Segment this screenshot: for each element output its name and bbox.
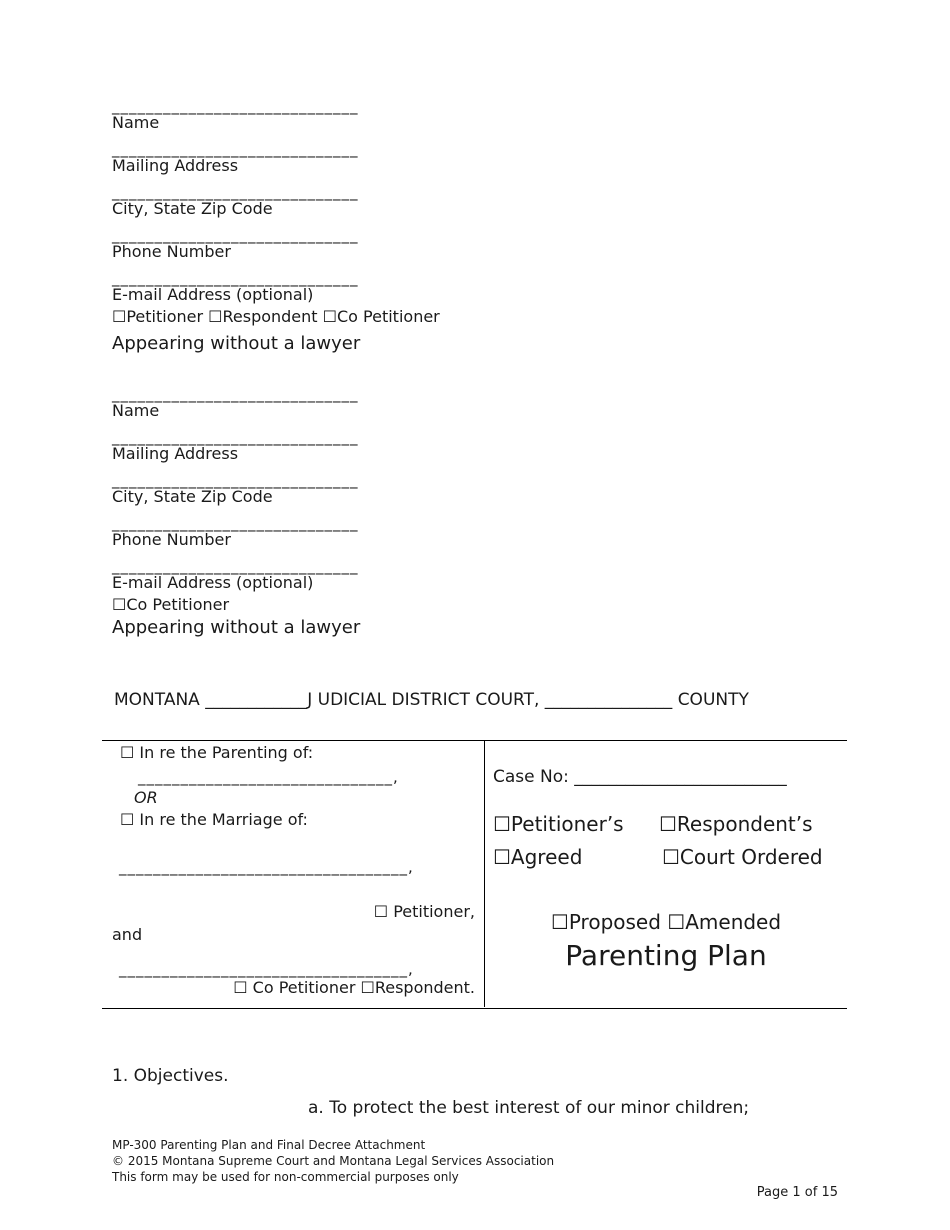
party1-appearing-text: Appearing without a lawyer	[112, 333, 361, 354]
party2-name-label: Name	[112, 401, 160, 420]
party1-name-label: Name	[112, 113, 160, 132]
party1-mailing-blank[interactable]: _____________________________	[112, 140, 359, 158]
and-text: and	[112, 925, 143, 944]
party2-role-checkboxes[interactable]: ☐Co Petitioner	[112, 595, 230, 614]
party2-city-label: City, State Zip Code	[112, 487, 273, 506]
petitioners-checkbox[interactable]: ☐Petitioner’s	[493, 812, 624, 836]
party1-mailing-label: Mailing Address	[112, 156, 239, 175]
court-heading: MONTANA ____________J UDICIAL DISTRICT COURT, _______________ COUNTY	[114, 690, 749, 710]
party2-phone-label: Phone Number	[112, 530, 231, 549]
footer-copyright: © 2015 Montana Supreme Court and Montana Legal Services Association	[112, 1154, 555, 1168]
agreed-checkbox[interactable]: ☐Agreed	[493, 845, 583, 869]
party1-email-blank[interactable]: _____________________________	[112, 269, 359, 287]
footer-form-id: MP-300 Parenting Plan and Final Decree Attachment	[112, 1138, 426, 1152]
or-text: OR	[134, 788, 158, 807]
party1-phone-label: Phone Number	[112, 242, 231, 261]
party1-name-blank[interactable]: _____________________________	[112, 97, 359, 115]
parenting-blank[interactable]: ______________________________,	[138, 768, 399, 786]
marriage-checkbox[interactable]: ☐ In re the Marriage of:	[120, 810, 308, 829]
party2-mailing-label: Mailing Address	[112, 444, 239, 463]
party2-name-blank[interactable]: _____________________________	[112, 385, 359, 403]
parenting-checkbox[interactable]: ☐ In re the Parenting of:	[120, 743, 314, 762]
petitioner-checkbox[interactable]: ☐ Petitioner,	[373, 902, 475, 921]
respondents-checkbox[interactable]: ☐Respondent’s	[659, 812, 813, 836]
party1-role-checkboxes[interactable]: ☐Petitioner ☐Respondent ☐Co Petitioner	[112, 307, 440, 326]
page-number: Page 1 of 15	[756, 1185, 838, 1200]
party2-appearing-text: Appearing without a lawyer	[112, 617, 361, 638]
court-ordered-checkbox[interactable]: ☐Court Ordered	[662, 845, 823, 869]
party2-mailing-blank[interactable]: _____________________________	[112, 428, 359, 446]
petitioner-name-blank[interactable]: __________________________________,	[119, 858, 414, 876]
party2-phone-blank[interactable]: _____________________________	[112, 514, 359, 532]
case-number-field[interactable]: Case No: _________________________	[493, 767, 787, 787]
respondent-name-blank[interactable]: __________________________________,	[119, 960, 414, 978]
party2-email-blank[interactable]: _____________________________	[112, 557, 359, 575]
party1-email-label: E-mail Address (optional)	[112, 285, 314, 304]
party1-city-blank[interactable]: _____________________________	[112, 183, 359, 201]
section-1-heading: 1. Objectives.	[112, 1066, 229, 1086]
party1-city-label: City, State Zip Code	[112, 199, 273, 218]
proposed-amended-checkboxes[interactable]: ☐Proposed ☐Amended	[550, 910, 782, 934]
party2-city-blank[interactable]: _____________________________	[112, 471, 359, 489]
party1-phone-blank[interactable]: _____________________________	[112, 226, 359, 244]
section-1-item-a: a. To protect the best interest of our minor children;	[308, 1098, 750, 1118]
document-title: Parenting Plan	[565, 939, 767, 972]
footer-usage: This form may be used for non-commercial purposes only	[112, 1170, 459, 1184]
party2-email-label: E-mail Address (optional)	[112, 573, 314, 592]
copetitioner-respondent-checkboxes[interactable]: ☐ Co Petitioner ☐Respondent.	[233, 978, 475, 997]
